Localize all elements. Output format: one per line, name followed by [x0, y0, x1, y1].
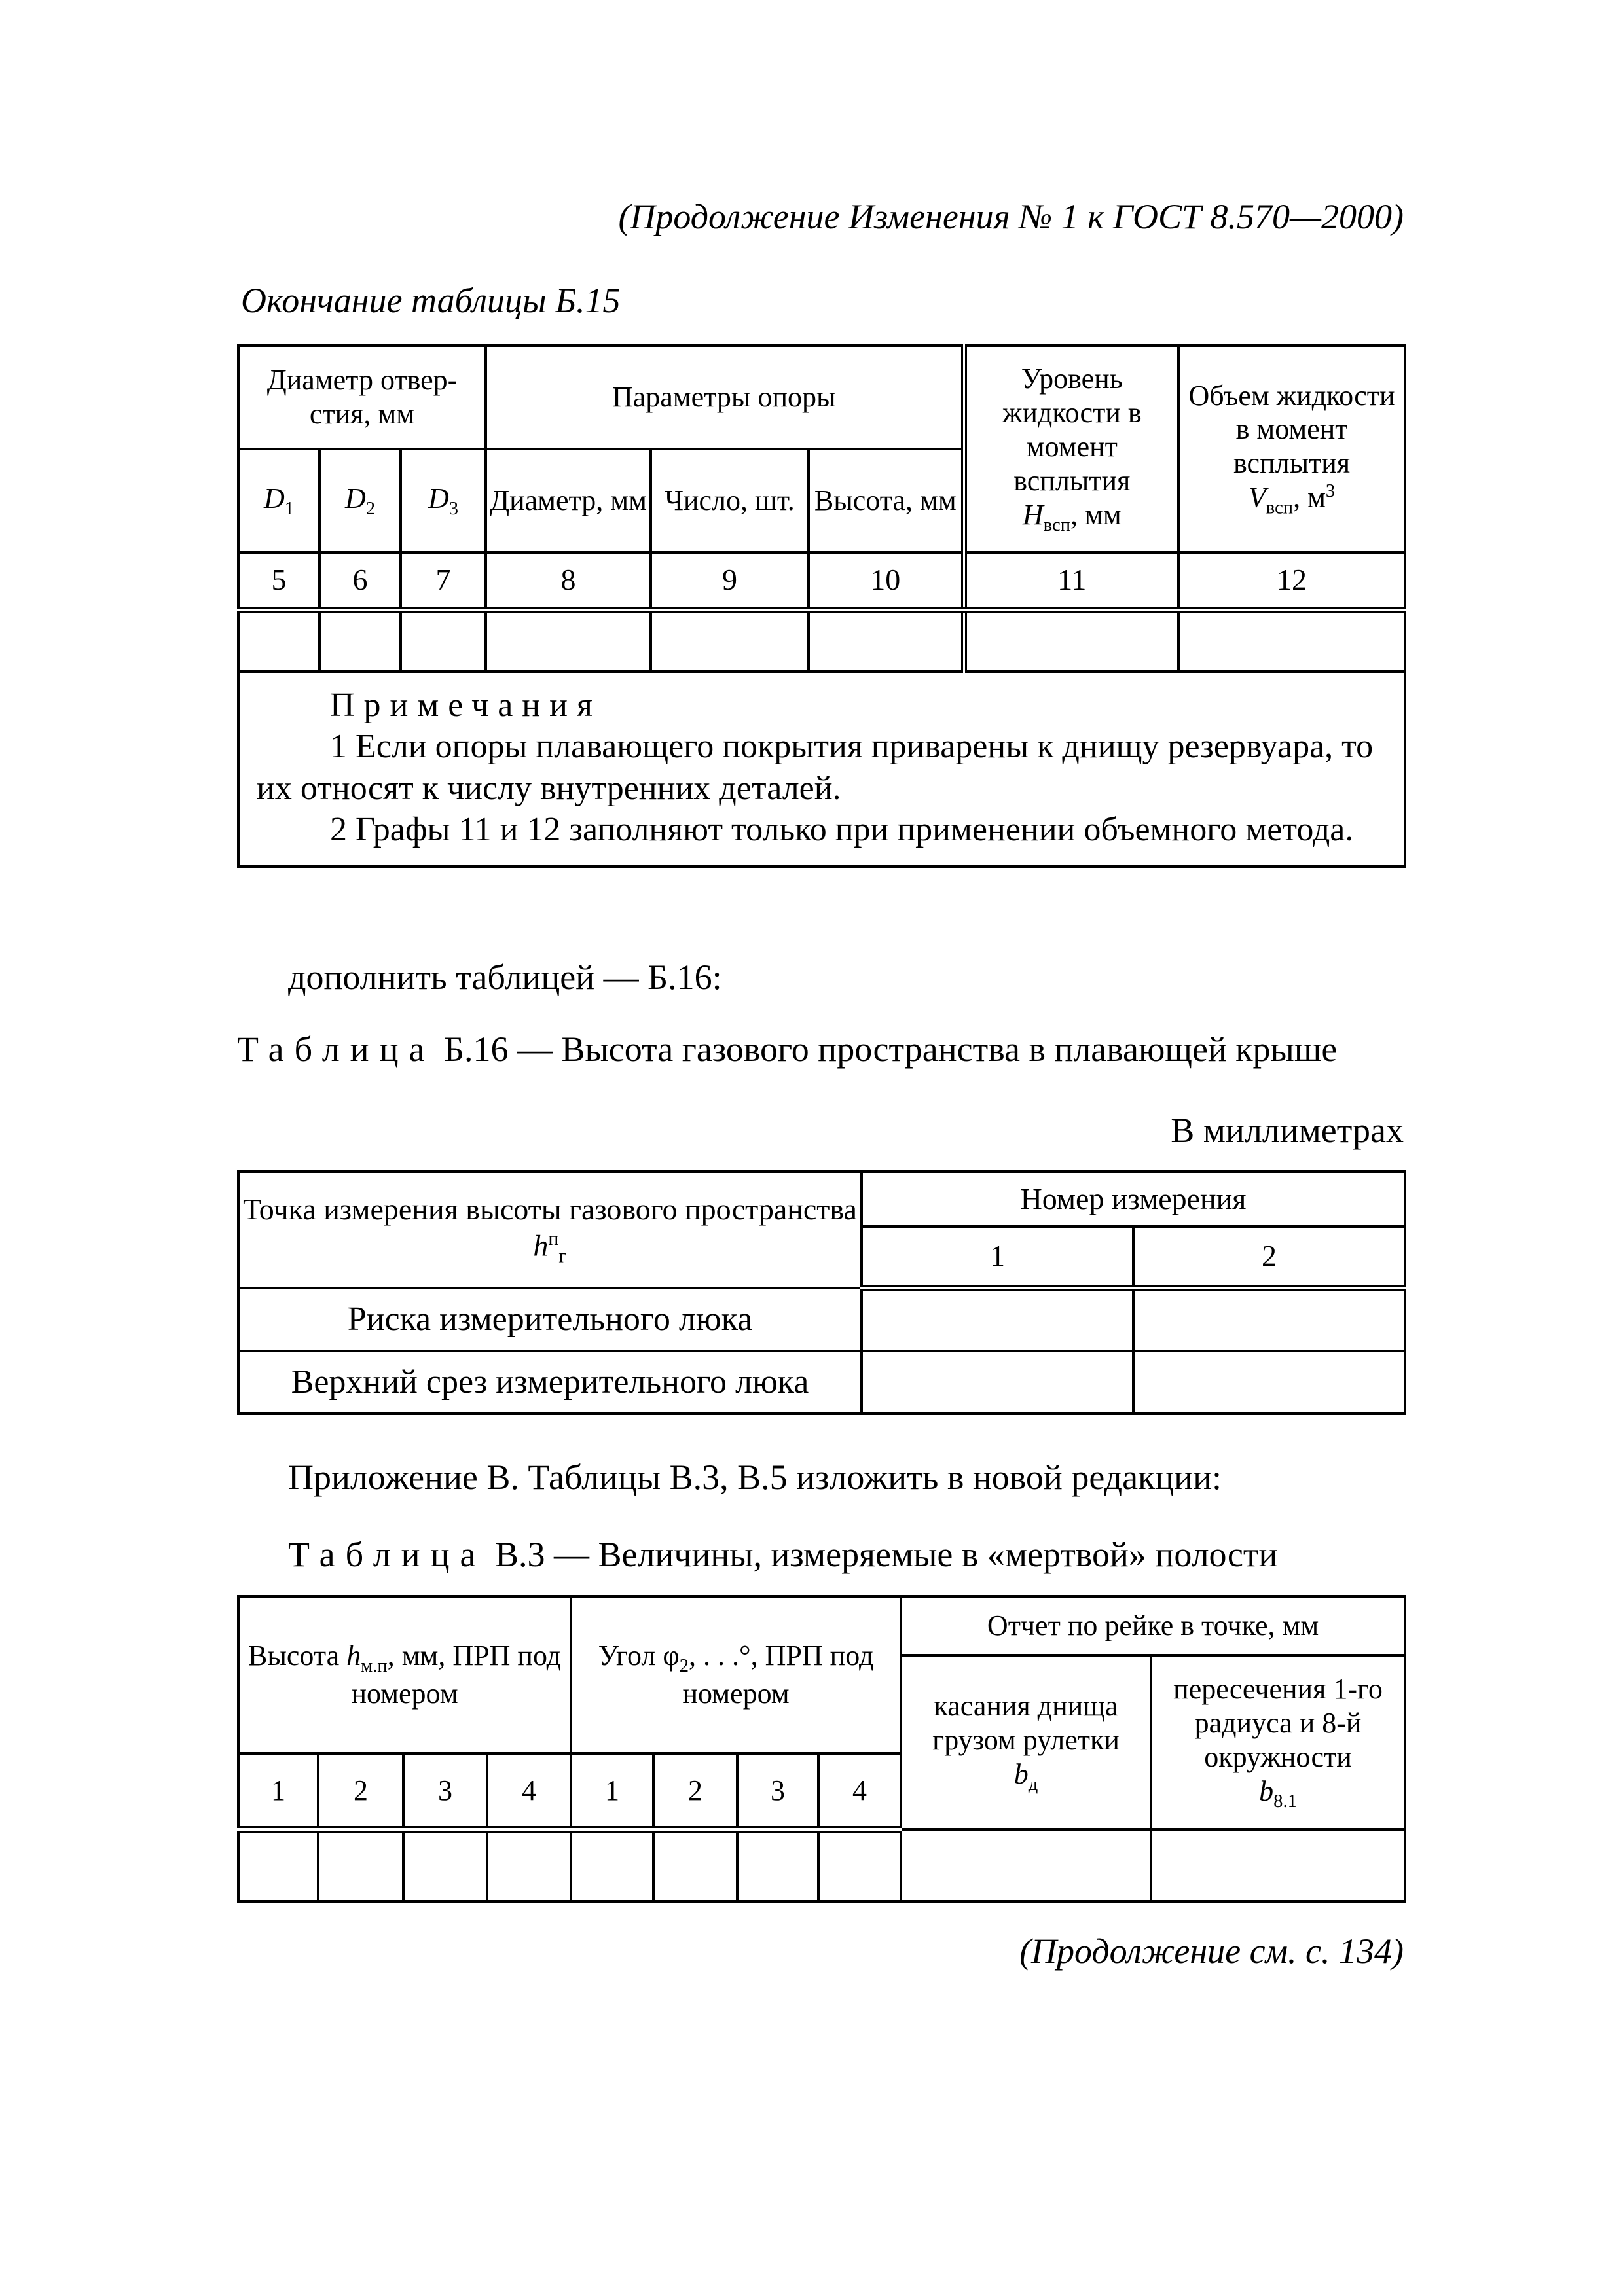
empty-cell: [862, 1288, 1133, 1351]
col-number: 7: [401, 552, 486, 610]
header-touch-sub: д: [1028, 1774, 1038, 1795]
header-touch-var: b: [1013, 1757, 1029, 1790]
empty-cell: [1151, 1829, 1405, 1901]
angle-num: 3: [737, 1753, 818, 1829]
header-point-sub: г: [558, 1245, 567, 1267]
empty-cell: [862, 1351, 1133, 1414]
header-height: [238, 1596, 571, 1753]
table-b3: [237, 1595, 1406, 1903]
header-support-group: Параметры опоры: [486, 346, 964, 449]
table-notes: [238, 672, 1405, 867]
header-cross-sub: 8.1: [1273, 1791, 1297, 1812]
header-volume-sub: всп: [1266, 497, 1294, 518]
empty-cell: [571, 1829, 653, 1901]
col-number: 11: [964, 552, 1178, 610]
appendix-text: Приложение В. Таблицы В.3, В.5 изложить в новой редакции:: [288, 1458, 1222, 1497]
header-cross-var: b: [1259, 1774, 1274, 1807]
header-angle: [571, 1596, 901, 1753]
header-angle-rest: , . . .°, ПРП под номером: [682, 1639, 874, 1710]
header-d2-var: D: [344, 482, 366, 514]
header-diameter-group: Диаметр отвер-стия, мм: [238, 346, 486, 449]
header-measure: Номер измерения: [862, 1172, 1405, 1227]
header-measure-2: 2: [1133, 1227, 1405, 1288]
angle-num: 4: [818, 1753, 901, 1829]
header-support-count: Число, шт.: [651, 449, 809, 552]
empty-cell: [1133, 1351, 1405, 1414]
empty-cell: [238, 610, 319, 672]
header-d1: [238, 449, 319, 552]
col-number: 6: [319, 552, 401, 610]
table-b15-end: [237, 344, 1406, 868]
header-volume-text: Объем жидкости в момент всплытия: [1188, 379, 1395, 480]
height-num: 3: [403, 1753, 487, 1829]
empty-cell: [401, 610, 486, 672]
angle-num: 1: [571, 1753, 653, 1829]
header-touch-text: касания днища грузом рулетки: [932, 1689, 1120, 1756]
table-b16: [237, 1170, 1406, 1415]
height-num: 1: [238, 1753, 318, 1829]
header-d1-var: D: [263, 482, 285, 514]
header-level: [964, 346, 1178, 552]
height-num: 4: [487, 1753, 571, 1829]
row-label: Верхний срез измерительного люка: [238, 1351, 862, 1414]
header-height-sub: м.п: [361, 1655, 388, 1676]
notes-title: Примечания: [330, 687, 602, 724]
header-height-var: h: [346, 1639, 361, 1672]
empty-cell: [653, 1829, 737, 1901]
col-number: 5: [238, 552, 319, 610]
header-volume-unit: , м: [1293, 481, 1326, 514]
empty-cell: [318, 1829, 403, 1901]
header-cross-text: пересечения 1-го радиуса и 8-й окружности: [1173, 1672, 1383, 1773]
empty-cell: [737, 1829, 818, 1901]
empty-cell: [487, 1829, 571, 1901]
height-num: 2: [318, 1753, 403, 1829]
header-angle-sub: 2: [679, 1655, 689, 1676]
note-1: 1 Если опоры плавающего покрытия приварены к днищу резервуара, то их относят к числу внутренних деталей.: [257, 728, 1374, 807]
empty-cell: [901, 1829, 1151, 1901]
header-d3: [401, 449, 486, 552]
empty-cell: [403, 1829, 487, 1901]
header-level-var: H: [1022, 498, 1044, 531]
table-b16-caption: [237, 1029, 1337, 1069]
header-point-text: Точка измерения высоты газового пространства: [243, 1192, 857, 1226]
header-volume-sup: 3: [1325, 481, 1336, 502]
add-table-text: дополнить таблицей — Б.16:: [288, 958, 722, 997]
caption-word: Таблица: [288, 1535, 486, 1574]
header-level-sub: всп: [1043, 514, 1070, 535]
empty-cell: [964, 610, 1178, 672]
header-measure-1: 1: [862, 1227, 1133, 1288]
header-height-rest: , мм, ПРП под номером: [351, 1639, 562, 1710]
empty-cell: [818, 1829, 901, 1901]
empty-cell: [809, 610, 964, 672]
table-b3-caption: [288, 1534, 1277, 1575]
header-height-text: Высота: [247, 1639, 340, 1672]
empty-cell: [1133, 1288, 1405, 1351]
empty-cell: [651, 610, 809, 672]
angle-num: 2: [653, 1753, 737, 1829]
header-support-diameter: Диаметр, мм: [486, 449, 651, 552]
header-level-text: Уровень жидкости в момент всплытия: [1002, 362, 1142, 497]
header-point-var: h: [533, 1229, 549, 1263]
header-volume-var: V: [1248, 481, 1266, 514]
header-d2-sub: 2: [365, 498, 376, 519]
empty-cell: [486, 610, 651, 672]
header-support-height: Высота, мм: [809, 449, 964, 552]
col-number: 9: [651, 552, 809, 610]
empty-cell: [238, 1829, 318, 1901]
col-number: 12: [1178, 552, 1405, 610]
header-rail: Отчет по рейке в точке, мм: [901, 1596, 1405, 1655]
table-b16-units: В миллиметрах: [1171, 1111, 1404, 1150]
note-2: 2 Графы 11 и 12 заполняют только при применении объемного метода.: [330, 811, 1354, 849]
row-label: Риска измерительного люка: [238, 1288, 862, 1351]
page-footer: (Продолжение см. с. 134): [1019, 1931, 1404, 1971]
page-header: (Продолжение Изменения № 1 к ГОСТ 8.570—2000): [618, 197, 1404, 236]
header-point-sup: п: [548, 1228, 559, 1250]
header-level-unit: , мм: [1070, 498, 1122, 531]
table-b15-caption: Окончание таблицы Б.15: [241, 281, 621, 320]
header-d2: [319, 449, 401, 552]
header-d3-sub: 3: [448, 498, 459, 519]
empty-cell: [319, 610, 401, 672]
header-angle-text: Угол φ: [598, 1639, 680, 1672]
caption-word: Таблица: [237, 1030, 435, 1069]
header-cross: [1151, 1655, 1405, 1829]
header-volume: [1178, 346, 1405, 552]
col-number: 10: [809, 552, 964, 610]
header-d3-var: D: [428, 482, 449, 514]
caption-rest: В.3 — Величины, измеряемые в «мертвой» полости: [494, 1535, 1278, 1574]
header-d1-sub: 1: [284, 498, 295, 519]
empty-cell: [1178, 610, 1405, 672]
header-touch: [901, 1655, 1151, 1829]
header-point: [238, 1172, 862, 1288]
col-number: 8: [486, 552, 651, 610]
caption-rest: Б.16 — Высота газового пространства в плавающей крыше: [443, 1030, 1338, 1069]
